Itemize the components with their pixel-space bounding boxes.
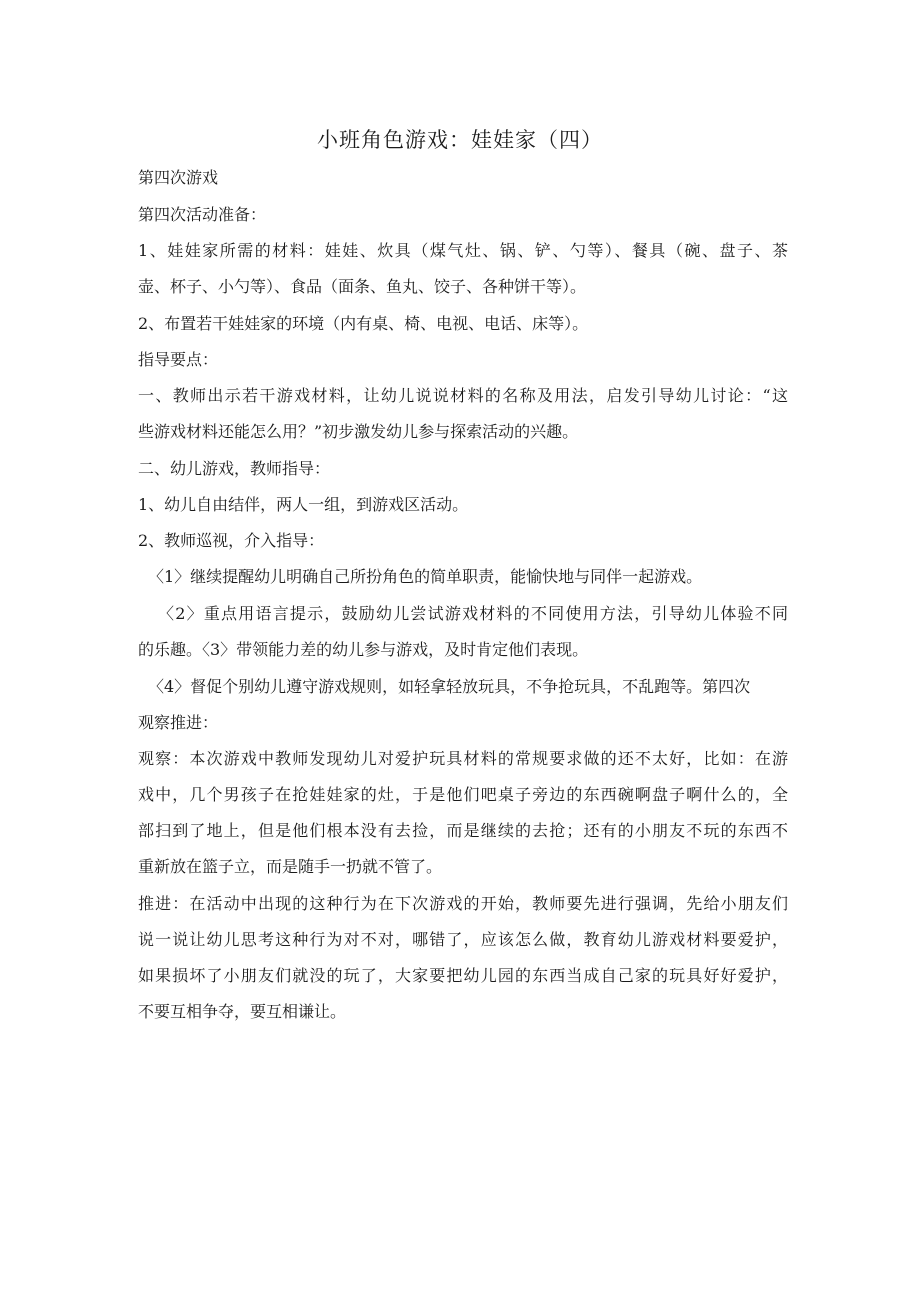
paragraph-line: 1、幼儿自由结伴，两人一组，到游戏区活动。 (138, 495, 469, 514)
paragraph-line: 说一说让幼儿思考这种行为对不对，哪错了，应该怎么做，教育幼儿游戏材料要爱护， (138, 930, 788, 949)
section-heading: 第四次活动准备： (138, 205, 267, 224)
paragraph-line: 重新放在篮子立，而是随手一扔就不管了。 (138, 857, 443, 876)
paragraph-line: 部扫到了地上，但是他们根本没有去捡，而是继续的去抢；还有的小朋友不玩的东西不 (138, 821, 788, 840)
paragraph-line: 观察：本次游戏中教师发现幼儿对爱护玩具材料的常规要求做的还不太好，比如：在游 (138, 749, 788, 768)
paragraph-line: 2、教师巡视，介入指导： (138, 531, 325, 550)
paragraph-line: 〈4〉督促个别幼儿遵守游戏规则，如轻拿轻放玩具，不争抢玩具，不乱跑等。第四次 (148, 677, 751, 696)
section-heading: 指导要点： (138, 350, 219, 369)
paragraph-line: 一、教师出示若干游戏材料，让幼儿说说材料的名称及用法，启发引导幼儿讨论：“这 (138, 386, 788, 405)
paragraph-line: 戏中，几个男孩子在抢娃娃家的灶，于是他们吧桌子旁边的东西碗啊盘子啊什么的，全 (138, 785, 788, 804)
paragraph-line: 〈2〉重点用语言提示，鼓励幼儿尝试游戏材料的不同使用方法，引导幼儿体验不同 (158, 604, 788, 623)
section-heading: 第四次游戏 (138, 168, 219, 187)
paragraph-line: 的乐趣。〈3〉带领能力差的幼儿参与游戏，及时肯定他们表现。 (138, 640, 589, 659)
paragraph-line: 壶、杯子、小勺等）、食品（面条、鱼丸、饺子、各种饼干等）。 (138, 277, 587, 296)
paragraph-line: 些游戏材料还能怎么用？”初步激发幼儿参与探索活动的兴趣。 (138, 422, 579, 441)
paragraph-line: 如果损坏了小朋友们就没的玩了，大家要把幼儿园的东西当成自己家的玩具好好爱护， (138, 966, 788, 985)
paragraph-line: 不要互相争夺，要互相谦让。 (138, 1002, 347, 1021)
paragraph-line: 推进：在活动中出现的这种行为在下次游戏的开始，教师要先进行强调，先给小朋友们 (138, 894, 788, 913)
section-heading: 二、幼儿游戏，教师指导： (138, 459, 331, 478)
paragraph-line: 2、布置若干娃娃家的环境（内有桌、椅、电视、电话、床等）。 (138, 314, 589, 333)
paragraph-line: 〈1〉继续提醒幼儿明确自己所扮角色的简单职责，能愉快地与同伴一起游戏。 (148, 567, 703, 586)
section-heading: 观察推进： (138, 713, 219, 732)
document-title: 小班角色游戏：娃娃家（四） (317, 128, 603, 152)
paragraph-line: 1、娃娃家所需的材料：娃娃、炊具（煤气灶、锅、铲、勺等）、餐具（碗、盘子、茶 (138, 241, 788, 260)
